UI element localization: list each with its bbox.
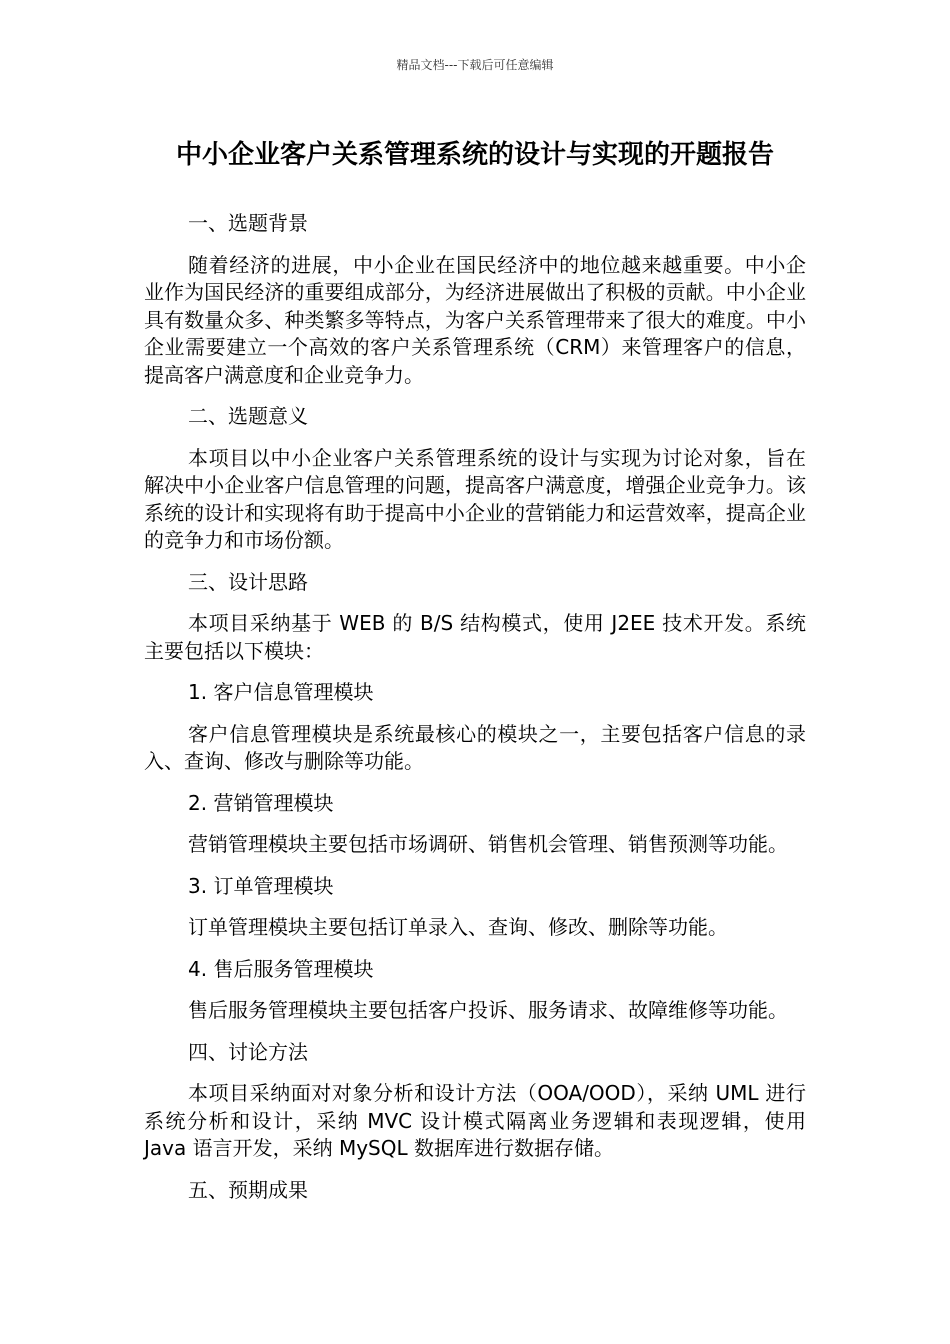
- module-heading-order: 3. 订单管理模块: [188, 873, 334, 898]
- document-body: [144, 210, 806, 1218]
- paragraph-background: 随着经济的进展，中小企业在国民经济中的地位越来越重要。中小企业作为国民经济的重要组成部分，为经济进展做出了积极的贡献。中小企业具有数量众多、种类繁多等特点，为客户关系管理带来了很大的难度。中小企业需要建立一个高效的客户关系管理系统（CRM）来管理客户的信息，提高客户满意度和企业竞争力。: [144, 252, 806, 387]
- document-title: 中小企业客户关系管理系统的设计与实现的开题报告: [175, 140, 774, 170]
- section-heading-method: 四、讨论方法: [188, 1039, 308, 1064]
- paragraph-design: 本项目采纳基于 WEB 的 B/S 结构模式，使用 J2EE 技术开发。系统主要包括以下模块：: [144, 611, 806, 663]
- header-note: 精品文档---下载后可任意编辑: [396, 58, 554, 72]
- module-heading-marketing: 2. 营销管理模块: [188, 790, 334, 815]
- paragraph-method: 本项目采纳面对对象分析和设计方法（OOA/OOD），采纳 UML 进行系统分析和设计，采纳 MVC 设计模式隔离业务逻辑和表现逻辑，使用 Java 语言开发，采纳 MySQL 数据库进行数据存储。: [144, 1081, 806, 1160]
- section-heading-design: 三、设计思路: [188, 569, 308, 594]
- paragraph-module-order: 订单管理模块主要包括订单录入、查询、修改、删除等功能。: [188, 915, 728, 939]
- module-heading-customer: 1. 客户信息管理模块: [188, 680, 374, 704]
- paragraph-module-marketing: 营销管理模块主要包括市场调研、销售机会管理、销售预测等功能。: [188, 832, 788, 856]
- section-heading-significance: 二、选题意义: [188, 404, 308, 428]
- paragraph-module-customer: 客户信息管理模块是系统最核心的模块之一，主要包括客户信息的录入、查询、修改与删除等功能。: [144, 721, 806, 773]
- section-heading-background: 一、选题背景: [188, 211, 308, 235]
- module-heading-aftersales: 4. 售后服务管理模块: [188, 956, 374, 981]
- paragraph-module-aftersales: 售后服务管理模块主要包括客户投诉、服务请求、故障维修等功能。: [188, 998, 788, 1022]
- paragraph-significance: 本项目以中小企业客户关系管理系统的设计与实现为讨论对象，旨在解决中小企业客户信息管理的问题，提高客户满意度，增强企业竞争力。该系统的设计和实现将有助于提高中小企业的营销能力和运营效率，提高企业的竞争力和市场份额。: [144, 445, 806, 552]
- section-heading-outcomes: 五、预期成果: [188, 1177, 308, 1202]
